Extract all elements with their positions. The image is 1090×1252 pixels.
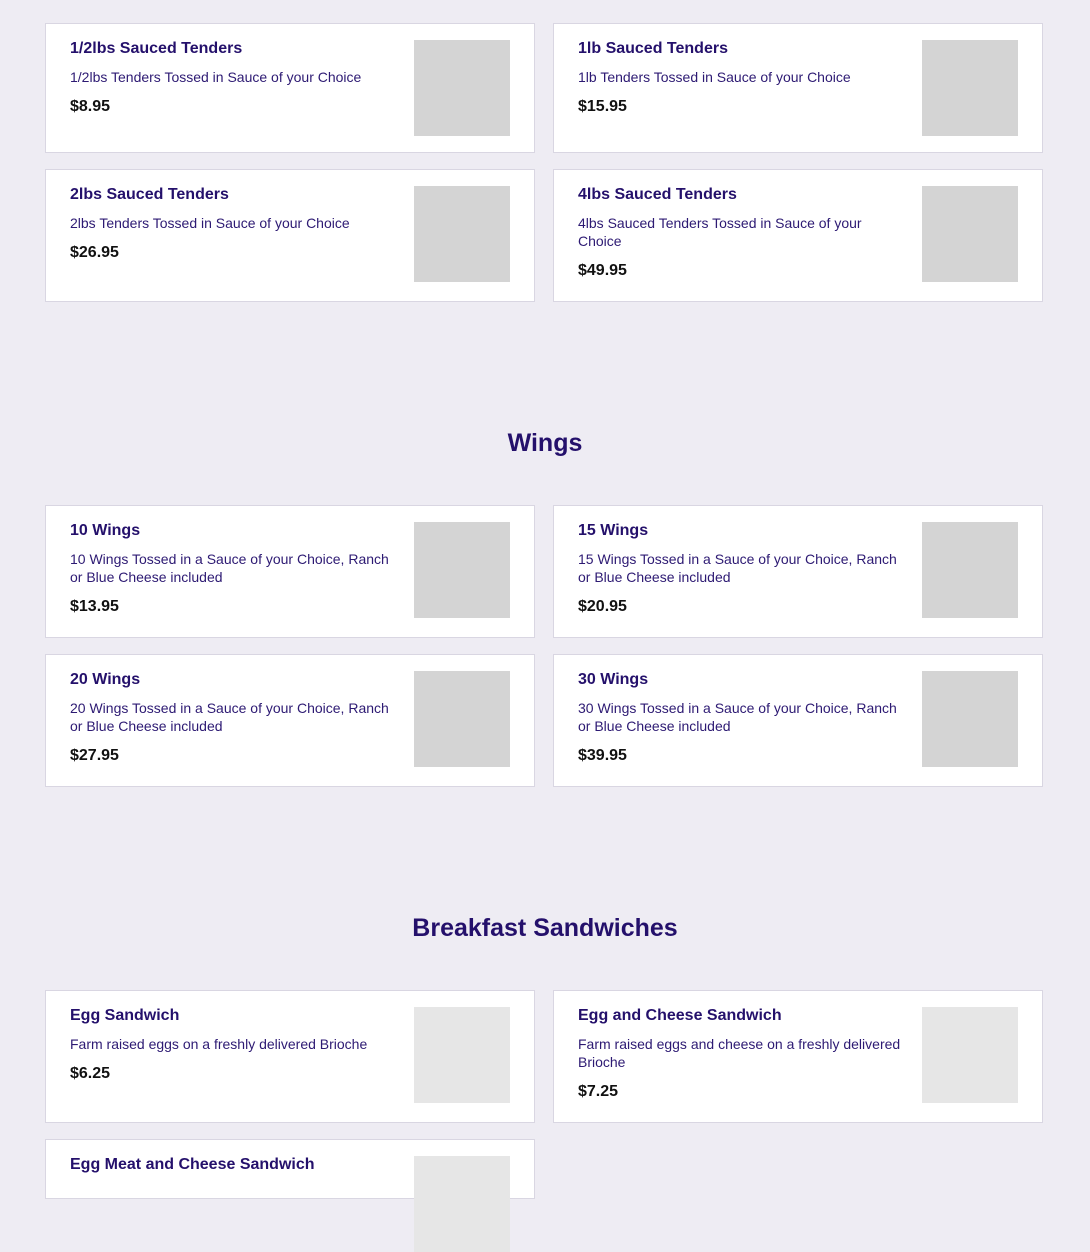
menu-item-info (578, 39, 908, 117)
menu-item-description: 15 Wings Tossed in a Sauce of your Choice, Ranch or Blue Cheese included (578, 551, 897, 585)
menu-item-description: 1lb Tenders Tossed in Sauce of your Choice (578, 69, 851, 85)
menu-item-image (414, 186, 510, 282)
menu-item-description: Farm raised eggs on a freshly delivered Brioche (70, 1036, 368, 1052)
menu-item-image (414, 1007, 510, 1103)
menu-item-image (922, 671, 1018, 767)
menu-item-name: 1lb Sauced Tenders (578, 40, 728, 57)
menu-item-card[interactable] (45, 169, 535, 302)
menu-item-card[interactable] (45, 1139, 535, 1199)
menu-item-image (414, 40, 510, 136)
menu-item-card[interactable] (553, 23, 1043, 153)
menu-item-price: $13.95 (70, 598, 119, 615)
menu-item-card[interactable] (45, 505, 535, 638)
menu-item-image (922, 522, 1018, 618)
menu-item-image (414, 1156, 510, 1252)
menu-item-info (70, 1006, 400, 1084)
tenders-section (45, 23, 1045, 303)
menu-item-description: 1/2lbs Tenders Tossed in Sauce of your Choice (70, 69, 362, 85)
menu-item-description: 2lbs Tenders Tossed in Sauce of your Choice (70, 215, 350, 231)
menu-item-price: $39.95 (578, 747, 627, 764)
menu-item-card[interactable] (45, 654, 535, 787)
menu-item-price: $27.95 (70, 747, 119, 764)
menu-item-image (922, 186, 1018, 282)
menu-item-info (578, 185, 908, 281)
menu-item-description: 10 Wings Tossed in a Sauce of your Choice, Ranch or Blue Cheese included (70, 551, 389, 585)
menu-item-info (70, 670, 400, 766)
section-title: Breakfast Sandwiches (412, 914, 678, 942)
menu-item-name: Egg Sandwich (70, 1007, 180, 1024)
menu-item-name: 1/2lbs Sauced Tenders (70, 40, 243, 57)
menu-item-info (70, 185, 400, 263)
menu-item-name: 4lbs Sauced Tenders (578, 186, 737, 203)
menu-item-card[interactable] (553, 990, 1043, 1123)
menu-item-image (414, 522, 510, 618)
menu-item-description: 30 Wings Tossed in a Sauce of your Choice, Ranch or Blue Cheese included (578, 700, 897, 734)
section-title: Wings (507, 429, 583, 457)
menu-item-info (70, 1155, 400, 1184)
menu-item-price: $15.95 (578, 98, 627, 115)
menu-item-card[interactable] (553, 169, 1043, 302)
menu-item-card[interactable] (553, 505, 1043, 638)
menu-item-image (414, 671, 510, 767)
menu-item-price: $20.95 (578, 598, 627, 615)
menu-item-info (578, 670, 908, 766)
menu-item-image (922, 40, 1018, 136)
menu-item-info (578, 521, 908, 617)
menu-item-info (578, 1006, 908, 1102)
menu-item-name: 20 Wings (70, 671, 141, 688)
menu-item-description: Farm raised eggs and cheese on a freshly delivered Brioche (578, 1036, 901, 1070)
menu-item-price: $6.25 (70, 1065, 111, 1082)
menu-item-price: $8.95 (70, 98, 111, 115)
menu-item-name: 15 Wings (578, 522, 649, 539)
menu-item-name: 10 Wings (70, 522, 141, 539)
menu-item-image (922, 1007, 1018, 1103)
menu-item-card[interactable] (45, 990, 535, 1123)
menu-item-card[interactable] (553, 654, 1043, 787)
menu-item-info (70, 39, 400, 117)
breakfast-section (45, 913, 1045, 1173)
menu-item-description: 20 Wings Tossed in a Sauce of your Choice, Ranch or Blue Cheese included (70, 700, 389, 734)
menu-item-name: Egg Meat and Cheese Sandwich (70, 1156, 315, 1173)
menu-item-price: $26.95 (70, 244, 119, 261)
menu-item-info (70, 521, 400, 617)
menu-item-price: $7.25 (578, 1083, 619, 1100)
menu-item-description: 4lbs Sauced Tenders Tossed in Sauce of your Choice (578, 215, 862, 249)
menu-item-name: Egg and Cheese Sandwich (578, 1007, 782, 1024)
menu-item-card[interactable] (45, 23, 535, 153)
menu-item-name: 30 Wings (578, 671, 649, 688)
menu-item-price: $49.95 (578, 262, 627, 279)
wings-section (45, 428, 1045, 788)
menu-item-name: 2lbs Sauced Tenders (70, 186, 229, 203)
